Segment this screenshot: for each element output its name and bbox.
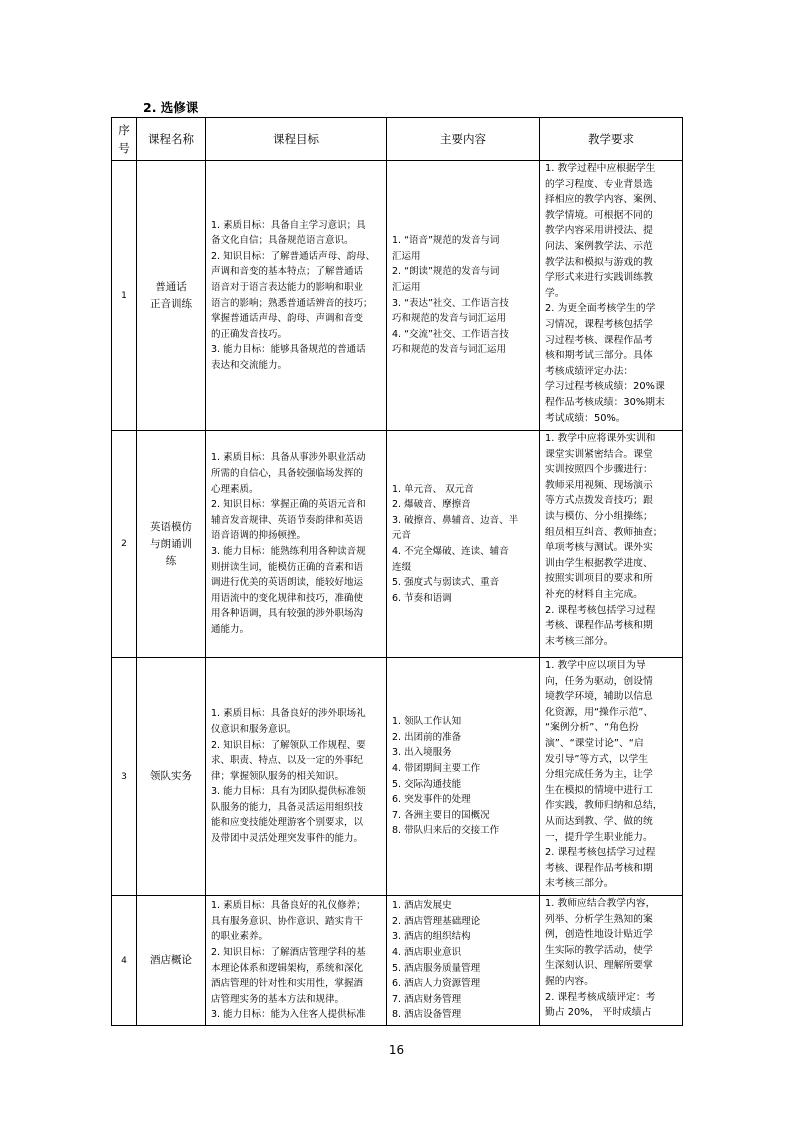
teaching-requirements-line: 单项考核与测试。课外实 xyxy=(545,542,653,554)
teaching-requirements-line: 等方式点拨发音技巧；跟 xyxy=(545,495,653,507)
course-goal-line: 2. 知识目标：了解酒店管理学科的基 xyxy=(211,946,366,958)
course-goal-line: 的正确发音技巧。 xyxy=(211,328,288,340)
table-row xyxy=(112,431,683,658)
course-goal-line: 用各种语调，具有较强的涉外职场沟 xyxy=(211,608,364,620)
teaching-requirements xyxy=(540,658,683,896)
table-row xyxy=(112,896,683,1026)
course-goal-line: 及带团中灵活处理突发事件的能力。 xyxy=(211,833,364,845)
main-content-line: 2. 爆破音、摩擦音 xyxy=(392,499,471,511)
teaching-requirements-line: 从而达到教、学、做的统 xyxy=(545,815,653,827)
teaching-requirements-text xyxy=(540,161,682,426)
course-goal-line: 酒店管理的针对性和实用性，掌握酒 xyxy=(211,978,364,990)
course-goal-line: 1. 素质目标：具备良好的礼仪修养； xyxy=(211,900,366,912)
teaching-requirements-line: 1. 教学过程中应根据学生 xyxy=(545,163,656,174)
teaching-requirements-line: 训由学生根据教学进度、 xyxy=(545,557,653,569)
teaching-requirements-line: 学形式来进行实践训练教 xyxy=(545,272,653,284)
course-name xyxy=(137,431,206,658)
teaching-requirements-line: 例，创造性地设计贴近学 xyxy=(545,929,653,941)
course-goal-line: 3. 能力目标：能够具备规范的普通话 xyxy=(211,344,366,356)
course-goal-line: 具有服务意识、协作意识、踏实肯干 xyxy=(211,915,364,927)
teaching-requirements-line: 择相应的教学内容、案例、 xyxy=(545,194,663,206)
course-goal-line: 备文化自信；具备规范语言意识。 xyxy=(211,235,354,247)
course-name xyxy=(137,161,206,431)
teaching-requirements-line: 发引导”等方式，以学生 xyxy=(545,753,649,765)
main-content-line: 3. 酒店的组织结构 xyxy=(392,931,471,943)
main-content-text xyxy=(387,714,539,839)
teaching-requirements xyxy=(540,431,683,658)
main-content-line: 7. 各洲主要目的国概况 xyxy=(392,809,490,821)
teaching-requirements-line: 教学内容采用讲授法、提 xyxy=(545,225,653,237)
teaching-requirements-line: 2. 课程考核成绩评定：考 xyxy=(545,991,656,1003)
teaching-requirements-line: 1. 教师应结合教学内容， xyxy=(545,898,656,909)
header-teaching-requirements: 教学要求 xyxy=(540,118,683,161)
course-goal-line: 通能力。 xyxy=(211,623,250,635)
teaching-requirements-line: 习情况，课程考核包括学 xyxy=(545,318,653,330)
teaching-requirements-line: 末考核三部分。 xyxy=(545,878,614,890)
section-title: 2. 选修课 xyxy=(143,100,199,115)
teaching-requirements-line: 考核、课程作品考核和期 xyxy=(545,862,653,874)
course-name-line: 英语模仿 xyxy=(150,520,192,533)
row-number: 2 xyxy=(112,431,137,658)
teaching-requirements-line: 教学法和模拟与游戏的教 xyxy=(545,256,653,268)
main-content-line: 4. “交流”社交、工作语言技 xyxy=(392,328,509,340)
teaching-requirements-line: 组员相互纠音、教师抽查； xyxy=(545,526,663,538)
main-content-text xyxy=(387,233,539,358)
main-content-line: 巧和规范的发音与词汇运用 xyxy=(392,313,507,325)
main-content-line: 1. 酒店发展史 xyxy=(392,900,452,912)
course-goal-line: 仪意识和服务意识。 xyxy=(211,723,297,735)
main-content xyxy=(387,896,540,1026)
main-content-line: 6. 节奏和语调 xyxy=(392,592,452,604)
course-goal-line: 2. 知识目标：掌握正确的英语元音和 xyxy=(211,499,366,511)
teaching-requirements-line: 2. 为更全面考核学生的学 xyxy=(545,303,656,315)
teaching-requirements-line: 学。 xyxy=(545,287,565,299)
teaching-requirements xyxy=(540,896,683,1026)
course-goal-line: 辅音发音规律、英语节奏韵律和英语 xyxy=(211,514,364,526)
teaching-requirements-line: 分组完成任务为主，让学 xyxy=(545,769,653,781)
course-goal-line: 求、职责、特点、以及一定的外事纪 xyxy=(211,755,364,767)
course-name xyxy=(137,896,206,1026)
course-goal-line: 语言的影响；熟悉普通话辨音的技巧； xyxy=(211,297,373,309)
main-content xyxy=(387,431,540,658)
course-goal-text xyxy=(206,218,386,374)
main-content-line: 7. 酒店财务管理 xyxy=(392,993,462,1005)
main-content-line: 6. 酒店人力资源管理 xyxy=(392,978,481,990)
course-goal-line: 3. 能力目标：能熟练利用各种读音规 xyxy=(211,546,366,557)
teaching-requirements-line: 课堂实训紧密结合。课堂 xyxy=(545,448,653,460)
course-goal-line: 用语流中的变化规律和技巧，准确使 xyxy=(211,592,364,604)
course-name-line: 普通话 xyxy=(155,280,187,293)
table-row xyxy=(112,161,683,431)
teaching-requirements-line: 作实践，教师归纳和总结， xyxy=(545,800,663,812)
main-content-line: 汇运用 xyxy=(392,250,421,262)
course-goal-line: 心理素质。 xyxy=(211,483,259,495)
elective-course-table xyxy=(111,117,683,1026)
teaching-requirements-line: 勤占 20%， 平时成绩占 xyxy=(545,1007,652,1019)
teaching-requirements-line: 核和期考试三部分。具体 xyxy=(545,350,653,362)
teaching-requirements-line: 化资源，用“操作示范”、 xyxy=(545,706,654,718)
main-content-line: 1. 领队工作认知 xyxy=(392,716,462,728)
main-content-line: 5. 强度式与弱读式、重音 xyxy=(392,577,500,589)
course-name xyxy=(137,658,206,896)
main-content-line: 5. 酒店服务质量管理 xyxy=(392,962,481,974)
header-main-content: 主要内容 xyxy=(387,118,540,161)
teaching-requirements-line: 生实际的教学活动，使学 xyxy=(545,944,653,956)
main-content-line: 8. 酒店设备管理 xyxy=(392,1009,462,1021)
main-content-line: 2. 酒店管理基础理论 xyxy=(392,915,481,927)
teaching-requirements-line: 习过程考核、课程作品考 xyxy=(545,334,653,346)
course-goal-line: 则拼读生词，能模仿正确的音素和语 xyxy=(211,561,364,573)
course-goal-line: 表达和交流能力。 xyxy=(211,359,288,371)
main-content-line: 2. 出团前的准备 xyxy=(392,731,462,743)
course-goal-line: 能和应变技能处理游客个别要求，以 xyxy=(211,817,364,829)
teaching-requirements-line: 读与模仿、分小组操练； xyxy=(545,510,653,522)
main-content-line: 巧和规范的发音与词汇运用 xyxy=(392,344,507,356)
teaching-requirements-line: “案例分析”、“角色扮 xyxy=(545,722,639,734)
main-content-line: 5. 交际沟通技能 xyxy=(392,778,462,790)
teaching-requirements-text xyxy=(540,431,682,649)
course-name-line: 正音训练 xyxy=(150,297,192,310)
main-content-line: 汇运用 xyxy=(392,281,421,293)
course-goal-line: 语音对于语言表达能力的影响和职业 xyxy=(211,281,364,293)
course-goal-line: 店管理实务的基本方法和规律。 xyxy=(211,993,345,1005)
main-content-text xyxy=(387,898,539,1023)
main-content-text xyxy=(387,482,539,607)
header-no-line2: 号 xyxy=(118,141,130,155)
course-goal-line: 调进行优美的英语朗读，能较好地运 xyxy=(211,577,364,589)
main-content-line: 4. 带团期间主要工作 xyxy=(392,762,481,774)
teaching-requirements-line: 问法、案例教学法、示范 xyxy=(545,240,653,252)
teaching-requirements-line: 向，任务为驱动，创设情 xyxy=(545,675,653,687)
course-goal xyxy=(206,431,387,658)
main-content-line: 3. 破擦音、鼻辅音、边音、半 xyxy=(392,514,519,526)
teaching-requirements-line: 考试成绩：50%。 xyxy=(545,412,626,424)
table-row xyxy=(112,658,683,896)
course-goal-line: 3. 能力目标：具有为团队提供标准领 xyxy=(211,786,366,798)
main-content-line: 3. 出入境服务 xyxy=(392,747,452,759)
teaching-requirements-line: 列举、分析学生熟知的案 xyxy=(545,913,653,925)
teaching-requirements-line: 境教学环境，辅助以信息 xyxy=(545,691,653,703)
course-goal-line: 掌握普通话声母、韵母、声调和音变 xyxy=(211,313,364,325)
course-goal-line: 本理论体系和逻辑架构，系统和深化 xyxy=(211,962,364,974)
main-content-line: 元音 xyxy=(392,530,412,542)
teaching-requirements-line: 实训按照四个步骤进行： xyxy=(545,464,653,476)
teaching-requirements-line: 考核成绩评定办法： xyxy=(545,365,634,377)
teaching-requirements-line: 教学情境。可根据不同的 xyxy=(545,209,653,221)
teaching-requirements-line: 1. 教学中应以项目为导 xyxy=(545,660,646,671)
main-content-line: 2. “朗读”规范的发音与词 xyxy=(392,266,500,278)
teaching-requirements-line: 握的内容。 xyxy=(545,975,594,987)
teaching-requirements-line: 末考核三部分。 xyxy=(545,635,614,647)
teaching-requirements-line: 教师采用视频、现场演示 xyxy=(545,479,653,491)
teaching-requirements-text xyxy=(540,896,682,1021)
course-goal-line: 的职业素养。 xyxy=(211,931,269,943)
course-goal-line: 1. 素质目标：具备从事涉外职业活动 xyxy=(211,452,366,464)
course-name-line: 练 xyxy=(165,554,177,567)
course-goal-line: 队服务的能力，具备灵活运用组织技 xyxy=(211,801,364,813)
teaching-requirements-line: 2. 课程考核包括学习过程 xyxy=(545,604,656,616)
row-number: 1 xyxy=(112,161,137,431)
teaching-requirements-line: 生在模拟的情境中进行工 xyxy=(545,784,653,796)
course-goal-text xyxy=(206,450,386,637)
teaching-requirements-line: 考核、课程作品考核和期 xyxy=(545,620,653,632)
course-goal-line: 1. 素质目标：具备自主学习意识；具 xyxy=(211,219,366,231)
course-goal xyxy=(206,161,387,431)
course-goal xyxy=(206,896,387,1026)
course-goal-line: 3. 能力目标：能为入住客人提供标准 xyxy=(211,1009,366,1021)
course-goal-line: 律；掌握领队服务的相关知识。 xyxy=(211,770,345,782)
header-course-name: 课程名称 xyxy=(137,118,206,161)
header-no xyxy=(112,118,137,161)
header-course-goal: 课程目标 xyxy=(206,118,387,161)
main-content-line: 6. 突发事件的处理 xyxy=(392,794,471,806)
teaching-requirements-line: 1. 教学中应将课外实训和 xyxy=(545,433,656,444)
course-goal-line: 所需的自信心，具备较强临场发挥的 xyxy=(211,468,364,480)
course-goal-text xyxy=(206,898,386,1023)
page-number: 16 xyxy=(388,1043,405,1057)
main-content-line: 3. “表达”社交、工作语言技 xyxy=(392,297,509,309)
course-goal-line: 声调和音变的基本特点；了解普通话 xyxy=(211,266,364,278)
course-name-line: 与朗诵训 xyxy=(150,537,192,550)
teaching-requirements-line: 补充的材料自主完成。 xyxy=(545,588,643,600)
row-number: 4 xyxy=(112,896,137,1026)
main-content-line: 1. 单元音、 双元音 xyxy=(392,483,474,495)
course-goal-text xyxy=(206,706,386,846)
teaching-requirements-text xyxy=(540,658,682,892)
teaching-requirements-line: 程作品考核成绩：30%期末 xyxy=(545,396,665,408)
teaching-requirements-line: 2. 课程考核包括学习过程 xyxy=(545,847,656,859)
row-number: 3 xyxy=(112,658,137,896)
course-goal-line: 语音语调的抑扬顿挫。 xyxy=(211,530,307,542)
main-content-line: 1. “语音”规范的发音与词 xyxy=(392,235,500,247)
header-no-line1: 序 xyxy=(118,123,130,137)
main-content-line: 4. 酒店职业意识 xyxy=(392,946,462,958)
main-content xyxy=(387,161,540,431)
main-content xyxy=(387,658,540,896)
teaching-requirements-line: 演”、“课堂讨论”、“启 xyxy=(545,737,644,749)
course-name-line: 酒店概论 xyxy=(150,954,192,966)
table-header-row xyxy=(112,118,683,161)
teaching-requirements-line: 按照实训项目的要求和所 xyxy=(545,573,653,585)
teaching-requirements-line: 学习过程考核成绩：20%课 xyxy=(545,381,665,393)
teaching-requirements-line: 一，提升学生职业能力。 xyxy=(545,831,653,843)
main-content-line: 8. 带队归来后的交接工作 xyxy=(392,825,500,837)
course-name-line: 领队实务 xyxy=(150,770,192,782)
teaching-requirements-line: 的学习程度、专业背景选 xyxy=(545,178,653,190)
main-content-line: 连缀 xyxy=(392,561,412,573)
teaching-requirements-line: 生深刻认识、理解所要掌 xyxy=(545,960,653,972)
course-goal-line: 1. 素质目标：具备良好的涉外职场礼 xyxy=(211,708,366,720)
teaching-requirements xyxy=(540,161,683,431)
main-content-line: 4. 不完全爆破、连读、辅音 xyxy=(392,546,509,557)
course-goal xyxy=(206,658,387,896)
course-goal-line: 2. 知识目标：了解普通话声母、韵母、 xyxy=(211,250,376,262)
course-goal-line: 2. 知识目标：了解领队工作规程、要 xyxy=(211,739,366,751)
